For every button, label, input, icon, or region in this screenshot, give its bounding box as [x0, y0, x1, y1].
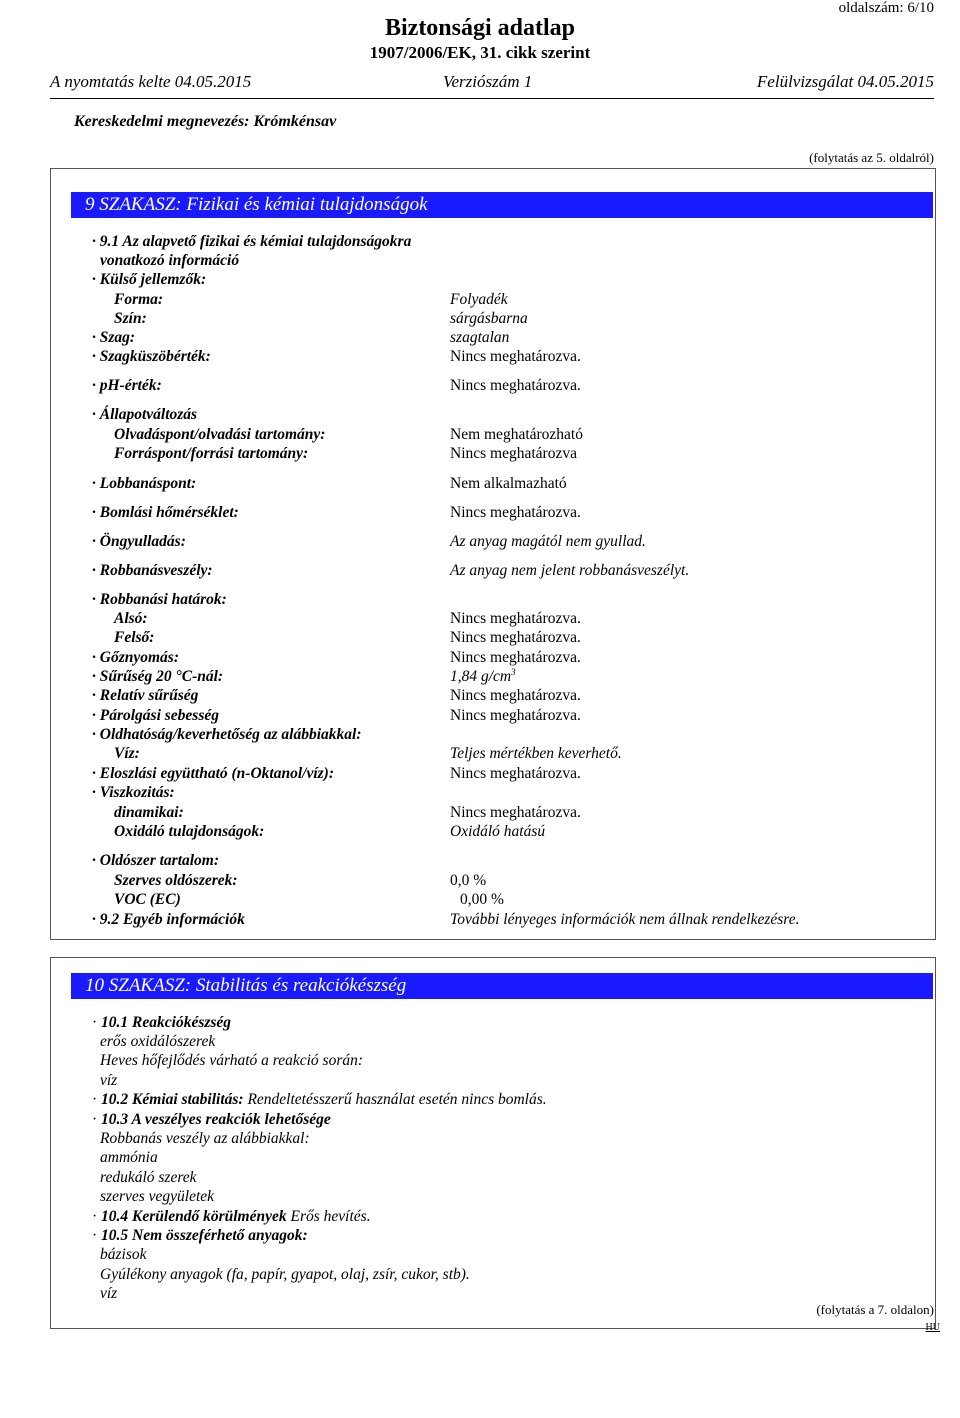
property-value: 0,00 % — [460, 891, 504, 908]
subsection-text: víz — [100, 1072, 118, 1089]
property-row — [0, 851, 960, 870]
property-label: · pH-érték: — [92, 377, 162, 394]
reactivity-line — [0, 1226, 960, 1245]
subsection-heading: 10.1 Reakciókészség — [101, 1014, 232, 1031]
property-value: Nincs meghatározva. — [450, 348, 581, 365]
property-row — [0, 309, 960, 328]
language-code: HU — [925, 1322, 940, 1333]
property-row — [0, 706, 960, 725]
property-value: Nincs meghatározva — [450, 445, 577, 462]
property-label: · Öngyulladás: — [92, 533, 186, 550]
property-row — [0, 328, 960, 347]
property-label: · Robbanásveszély: — [92, 562, 213, 579]
property-label: · Párolgási sebesség — [92, 707, 220, 724]
property-row — [0, 347, 960, 366]
reactivity-line — [0, 1284, 960, 1303]
subsection-text: Gyúlékony anyagok (fa, papír, gyapot, olaj, zsír, cukor, stb). — [100, 1266, 470, 1283]
property-row — [0, 628, 960, 647]
property-label: Felső: — [114, 629, 155, 646]
property-label: · Robbanási határok: — [92, 591, 227, 608]
property-value: Nincs meghatározva. — [450, 687, 581, 704]
document-subtitle: 1907/2006/EK, 31. cikk szerint — [369, 43, 591, 62]
property-label: Szerves oldószerek: — [114, 872, 238, 889]
reactivity-line — [0, 1148, 960, 1167]
superscript: 3 — [511, 666, 516, 677]
reactivity-text — [100, 1071, 117, 1090]
subsection-text: redukáló szerek — [100, 1169, 197, 1186]
continued-from: (folytatás az 5. oldalról) — [809, 150, 934, 165]
property-label: · Oldhatóság/keverhetőség az alábbiakkal: — [92, 726, 362, 743]
property-value: 1,84 $g/cm^3$ — [450, 666, 516, 685]
property-row — [0, 667, 960, 686]
property-row — [0, 590, 960, 609]
reactivity-text — [100, 1187, 214, 1206]
property-value: Nincs meghatározva. — [450, 649, 581, 666]
property-label: Olvadáspont/olvadási tartomány: — [114, 426, 326, 443]
reactivity-text: · 10.2 Kémiai stabilitás: Rendeltetésszerű használat esetén nincs bomlás. — [92, 1091, 547, 1108]
reactivity-text — [100, 1168, 197, 1187]
property-label: Alsó: — [114, 610, 148, 627]
property-label: VOC (EC) — [114, 891, 181, 908]
reactivity-line — [0, 1245, 960, 1264]
reactivity-line — [0, 1090, 960, 1109]
subsection-text: Heves hőfejlődés várható a reakció során: — [100, 1052, 364, 1069]
version-number: Verziószám 1 — [443, 72, 533, 91]
property-value: Teljes mértékben keverhető. — [450, 745, 622, 762]
property-row — [0, 474, 960, 493]
property-label: Oxidáló tulajdonságok: — [114, 823, 265, 840]
reactivity-text — [100, 1284, 117, 1303]
reactivity-line — [0, 1207, 960, 1226]
property-label: Víz: — [114, 745, 140, 762]
review-date: Felülvizsgálat 04.05.2015 — [756, 72, 934, 91]
trade-name: Kereskedelmi megnevezés: Krómkénsav — [74, 113, 337, 130]
reactivity-line — [0, 1187, 960, 1206]
property-row — [0, 744, 960, 763]
subsection-text: Robbanás veszély az alábbiakkal: — [100, 1130, 310, 1147]
page-number: oldalszám: 6/10 — [838, 0, 934, 16]
subsection-heading: 10.4 Kerülendő körülmények — [101, 1208, 287, 1225]
reactivity-line — [0, 1110, 960, 1129]
subsection-text: víz — [100, 1285, 118, 1302]
reactivity-text — [100, 1245, 147, 1264]
property-label: · 9.2 Egyéb információk — [92, 911, 245, 928]
subsection-heading: 10.3 A veszélyes reakciók lehetősége — [101, 1111, 331, 1128]
property-value: Oxidáló hatású — [450, 823, 546, 840]
document-title: Biztonsági adatlap — [384, 15, 576, 41]
subsection-text: bázisok — [100, 1246, 147, 1263]
property-value: Nincs meghatározva. — [450, 377, 581, 394]
property-value: Nincs meghatározva. — [450, 504, 581, 521]
property-row — [0, 725, 960, 744]
reactivity-line — [0, 1032, 960, 1051]
continued-to: (folytatás a 7. oldalon) — [816, 1302, 934, 1317]
property-label: · Sűrűség 20 °C-nál: — [92, 668, 224, 685]
property-value: 0,0 % — [450, 872, 487, 889]
property-label: Forráspont/forrási tartomány: — [114, 445, 309, 462]
property-row — [0, 686, 960, 705]
reactivity-text — [100, 1051, 363, 1070]
subsection-heading: 10.2 Kémiai stabilitás: — [101, 1091, 244, 1108]
property-row — [0, 425, 960, 444]
property-value: Az anyag magától nem gyullad. — [450, 533, 646, 550]
property-value: Az anyag nem jelent robbanásveszélyt. — [450, 562, 690, 579]
subsection-text: Rendeltetésszerű használat esetén nincs bomlás. — [243, 1091, 547, 1108]
property-value: Nincs meghatározva. — [450, 765, 581, 782]
subsection-text: szerves vegyületek — [100, 1188, 215, 1205]
property-label: dinamikai: — [114, 804, 184, 821]
property-row — [0, 910, 960, 929]
property-label: Szín: — [114, 310, 147, 327]
reactivity-text — [100, 1265, 470, 1284]
property-label: Forma: — [114, 291, 164, 308]
property-row — [0, 648, 960, 667]
property-label: · Bomlási hőmérséklet: — [92, 504, 239, 521]
property-row — [0, 290, 960, 309]
property-row — [0, 890, 960, 909]
reactivity-text: · 10.5 Nem összeférhető anyagok: — [92, 1227, 308, 1244]
property-row — [0, 232, 960, 251]
property-row — [0, 561, 960, 580]
property-label: · Állapotváltozás — [92, 406, 198, 423]
property-value: Nem alkalmazható — [450, 475, 567, 492]
property-row — [0, 609, 960, 628]
property-label: · Viszkozitás: — [92, 784, 175, 801]
property-row — [0, 803, 960, 822]
property-label: · 9.1 Az alapvető fizikai és kémiai tulajdonságokra — [92, 233, 412, 250]
reactivity-line — [0, 1051, 960, 1070]
property-label: · Eloszlási együttható (n-Oktanol/víz): — [92, 765, 334, 782]
property-label: vonatkozó információ — [100, 252, 240, 269]
property-row — [0, 871, 960, 890]
reactivity-line — [0, 1129, 960, 1148]
property-value: Nincs meghatározva. — [450, 610, 581, 627]
property-row — [0, 532, 960, 551]
reactivity-text: · 10.4 Kerülendő körülmények Erős hevítés. — [92, 1208, 371, 1225]
reactivity-line — [0, 1071, 960, 1090]
property-value: Folyadék — [450, 291, 508, 308]
property-label: · Szagküszöbérték: — [92, 348, 211, 365]
property-label: · Gőznyomás: — [92, 649, 179, 666]
property-value: Nem meghatározható — [450, 426, 583, 443]
property-row — [0, 764, 960, 783]
property-value: További lényeges információk nem állnak rendelkezésre. — [450, 911, 800, 928]
property-row — [0, 503, 960, 522]
property-value: sárgásbarna — [450, 310, 528, 327]
property-value: szagtalan — [450, 329, 510, 346]
property-label: · Külső jellemzők: — [92, 271, 207, 288]
property-value: Nincs meghatározva. — [450, 804, 581, 821]
property-row — [0, 783, 960, 802]
header-divider — [50, 98, 934, 99]
property-label: · Relatív sűrűség — [92, 687, 199, 704]
property-row — [0, 251, 960, 270]
property-row — [0, 444, 960, 463]
section-10-title: 10 SZAKASZ: Stabilitás és reakciókészség — [71, 973, 933, 999]
property-value: Nincs meghatározva. — [450, 629, 581, 646]
property-row — [0, 405, 960, 424]
property-label: · Szag: — [92, 329, 136, 346]
reactivity-line — [0, 1168, 960, 1187]
section-9-title: 9 SZAKASZ: Fizikai és kémiai tulajdonságok — [71, 192, 933, 218]
reactivity-text: · 10.1 Reakciókészség — [92, 1014, 232, 1031]
subsection-heading: 10.5 Nem összeférhető anyagok: — [101, 1227, 308, 1244]
subsection-text: Erős hevítés. — [286, 1208, 371, 1225]
subsection-text: erős oxidálószerek — [100, 1033, 216, 1050]
property-row — [0, 376, 960, 395]
reactivity-text — [100, 1148, 158, 1167]
reactivity-text: · 10.3 A veszélyes reakciók lehetősége — [92, 1111, 331, 1128]
property-label: · Lobbanáspont: — [92, 475, 197, 492]
property-row — [0, 822, 960, 841]
reactivity-text — [100, 1129, 310, 1148]
property-label: · Oldószer tartalom: — [92, 852, 220, 869]
subsection-text: ammónia — [100, 1149, 158, 1166]
reactivity-line — [0, 1013, 960, 1032]
property-value: Nincs meghatározva. — [450, 707, 581, 724]
property-row — [0, 270, 960, 289]
reactivity-line — [0, 1265, 960, 1284]
reactivity-text — [100, 1032, 215, 1051]
print-date: A nyomtatás kelte 04.05.2015 — [50, 72, 252, 91]
